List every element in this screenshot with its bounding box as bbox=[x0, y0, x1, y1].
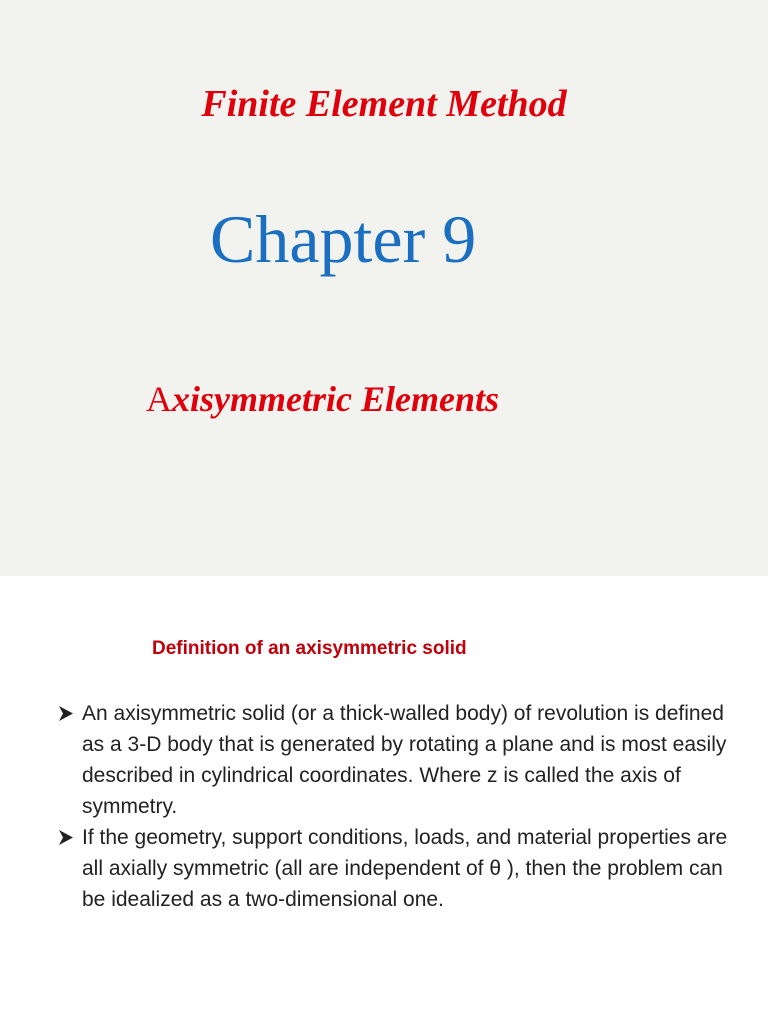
subtitle-rest: xisymmetric Elements bbox=[172, 379, 499, 419]
arrowhead-bullet-icon bbox=[56, 698, 78, 729]
bullet-text: If the geometry, support conditions, loads, and material properties are all axially symmetric (all are independent of θ ), then the problem can be idealized as a two-dimensional one. bbox=[82, 826, 728, 911]
definition-slide bbox=[0, 576, 768, 1024]
chapter-subtitle bbox=[146, 378, 706, 420]
chapter-heading: Chapter 9 bbox=[210, 201, 477, 277]
bullet-item bbox=[56, 698, 736, 822]
course-title: Finite Element Method bbox=[201, 83, 567, 125]
section-heading: Definition of an axisymmetric solid bbox=[152, 638, 467, 659]
bullet-text: An axisymmetric solid (or a thick-walled body) of revolution is defined as a 3-D body that is generated by rotating a plane and is most easily described in cylindrical coordinates. Where z is called the axis of symmetry. bbox=[82, 702, 727, 818]
arrowhead-bullet-icon bbox=[56, 822, 78, 853]
subtitle-first-letter: A bbox=[146, 379, 172, 419]
bullet-item bbox=[56, 822, 736, 915]
